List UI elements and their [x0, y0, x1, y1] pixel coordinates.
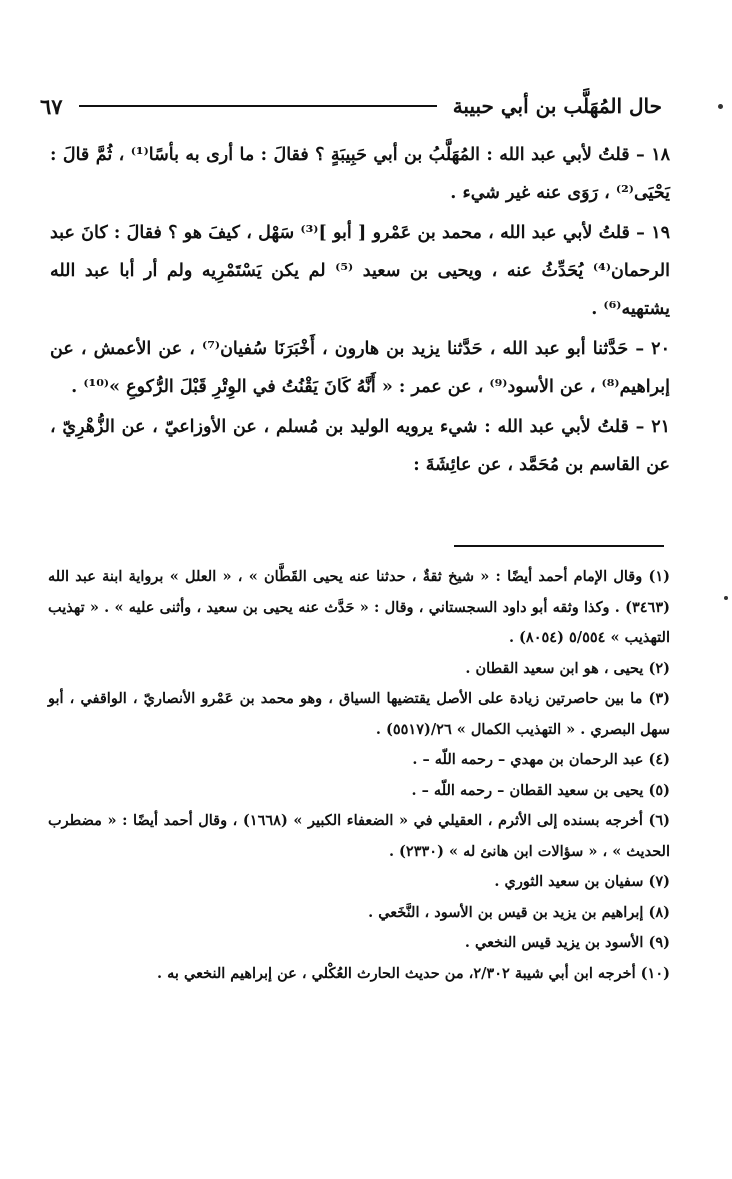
footnote-6: (٦) أخرجه بسنده إلى الأثرم ، العقيلي في « الضعفاء الكبير » (١٦٦٨) ، وقال أحمد أيضًا : « مضطرب الحديث » ، « سؤالات ابن هانئ له » (٢٣٣٠) .	[48, 812, 670, 860]
footnote-8: (٨) إبراهيم بن يزيد بن قيس بن الأسود ، النَّخَعي .	[368, 903, 670, 921]
paragraph-20: ٢٠ – حَدَّثنا أبو عبد الله ، حَدَّثنا يزيد بن هارون ، أَخْبَرَنَا سُفيان⁽⁷⁾ ، عن الأعمش ، عن إبراهيم⁽⁸⁾ ، عن الأسود⁽⁹⁾ ، عن عمر : « أَنَّهُ كَانَ يَقْنُتُ في الوِتْرِ قَبْلَ الرُّكوعِ »⁽¹⁰⁾ .	[50, 339, 670, 397]
paragraph-21: ٢١ – قلتُ لأبي عبد الله : شيء يرويه الوليد بن مُسلم ، عن الأوزاعيّ ، عن الزُّهْرِيّ ، عن القاسم بن مُحَمَّد ، عن عائِشَةَ :	[50, 417, 670, 475]
footnote-2: (٢) يحيى ، هو ابن سعيد القطان .	[465, 659, 670, 677]
footnote-5: (٥) يحيى بن سعيد القطان – رحمه اللّه – .	[411, 781, 670, 799]
footnote-4: (٤) عبد الرحمان بن مهدي – رحمه اللّه – .	[412, 751, 670, 768]
page-number: ٦٧	[40, 93, 63, 119]
footnote-9: (٩) الأسود بن يزيد قيس النخعي .	[464, 934, 670, 951]
scan-speck	[724, 596, 728, 600]
paragraph-18: ١٨ – قلتُ لأبي عبد الله : المُهَلَّبُ بن أبي حَبِيبَةٍ ؟ فقالَ : ما أرى به بأسًا⁽¹⁾ ، ثُمَّ قالَ : يَحْيَى⁽²⁾ ، رَوَى عنه غير شيء .	[50, 145, 670, 203]
footnote-separator	[454, 545, 664, 547]
paragraph-19: ١٩ – قلتُ لأبي عبد الله ، محمد بن عَمْرو [ أبو ]⁽³⁾ سَهْل ، كيفَ هو ؟ فقالَ : كانَ عبد الرحمان⁽⁴⁾ يُحَدِّثُ عنه ، ويحيى بن سعيد ⁽⁵⁾ لم يكن يَسْتَمْرِيه ولم أر أبا عبد الله يشتهيه⁽⁶⁾ .	[50, 223, 670, 319]
header-rule	[79, 105, 437, 107]
running-title: حال المُهَلَّب بن أبي حبيبة	[452, 94, 662, 118]
main-text	[50, 136, 670, 486]
scan-speck	[718, 104, 723, 109]
running-header	[40, 88, 662, 124]
footnote-1: (١) وقال الإمام أحمد أيضًا : « شيخ ثقةٌ ، حدثنا عنه يحيى القَطَّان » ، « العلل » برواية ابنة عبد الله (٣٤٦٣) . وكذا وثقه أبو داود السجستاني ، وقال : « حَدَّث عنه يحيى بن سعيد ، وأثنى عليه » . « تهذيب التهذيب » ٥/٥٥٤ (٨٠٥٤) .	[48, 568, 670, 646]
footnote-3: (٣) ما بين حاصرتين زيادة على الأصل يقتضيها السياق ، وهو محمد بن عَمْرو الأنصاريّ ، الواقفي ، أبو سهل البصري . « التهذيب الكمال » ٢٦/(٥٥١٧) .	[48, 690, 670, 738]
footnote-7: (٧) سفيان بن سعيد الثوري .	[494, 873, 670, 890]
footnotes	[48, 562, 670, 989]
footnote-10: (١٠) أخرجه ابن أبي شيبة ٢/٣٠٢، من حديث الحارث العُكْلي ، عن إبراهيم النخعي به .	[157, 964, 670, 982]
